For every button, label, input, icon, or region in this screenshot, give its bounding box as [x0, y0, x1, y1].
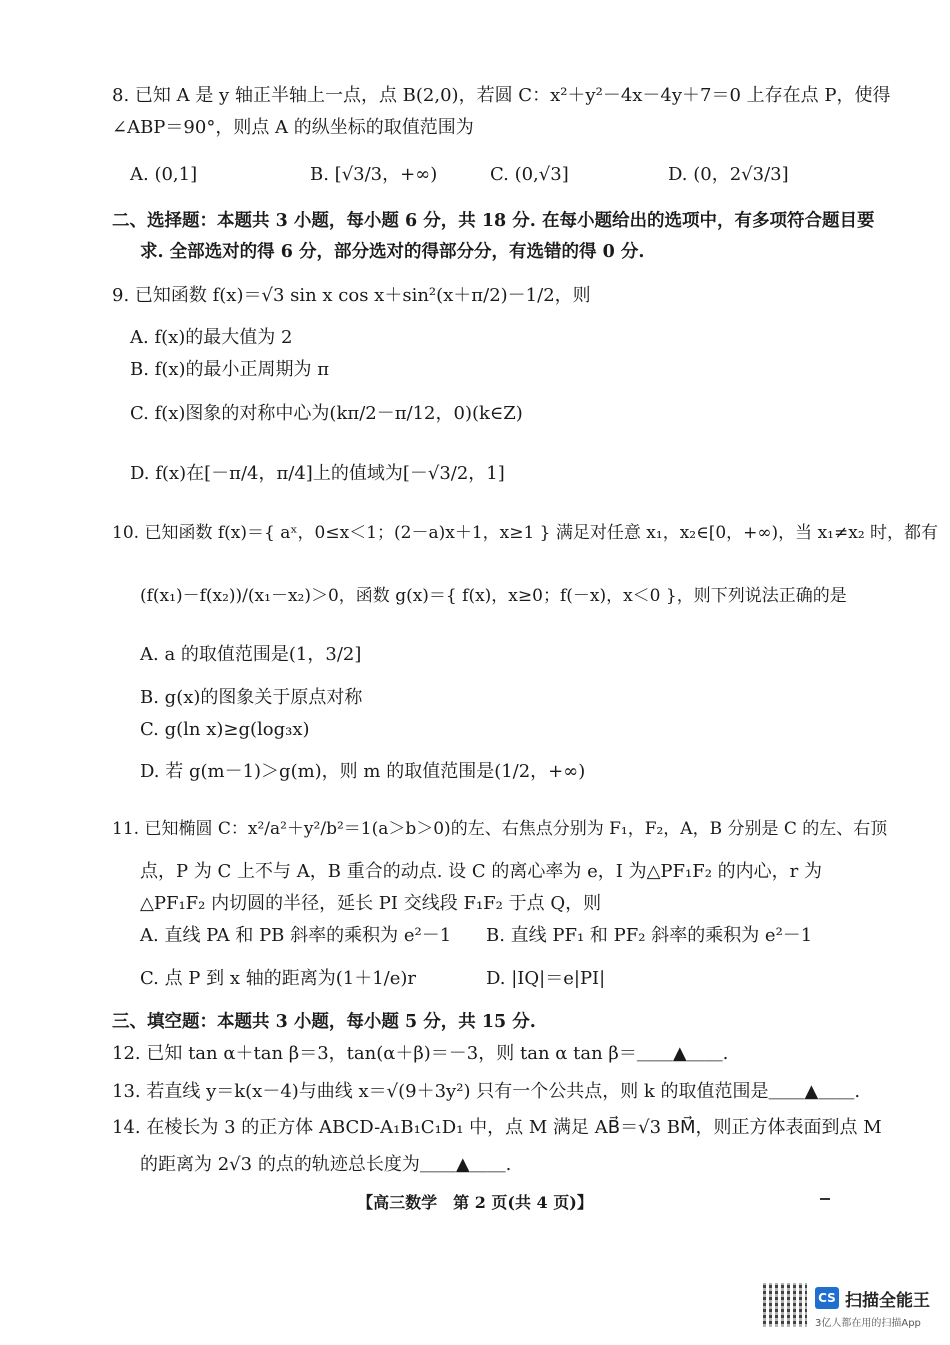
- q8-option-c: C. (0,√3]: [490, 164, 569, 185]
- footer-dash: [820, 1198, 830, 1200]
- scanner-app-name: 扫描全能王: [845, 1291, 930, 1311]
- q9-option-b: B. f(x)的最小正周期为 π: [130, 359, 330, 380]
- q8-option-b: B. [√3/3，+∞): [310, 164, 438, 185]
- q8-line2: ∠ABP＝90°，则点 A 的纵坐标的取值范围为: [112, 117, 474, 138]
- qr-code-icon: [763, 1283, 807, 1327]
- q11-line3: △PF₁F₂ 内切圆的半径，延长 PI 交线段 F₁F₂ 于点 Q，则: [140, 893, 602, 914]
- q11-option-a: A. 直线 PA 和 PB 斜率的乘积为 e²－1: [140, 925, 452, 946]
- q10-option-d: D. 若 g(m－1)＞g(m)，则 m 的取值范围是(1/2，+∞): [140, 761, 586, 782]
- q11-line2: 点，P 为 C 上不与 A，B 重合的动点. 设 C 的离心率为 e，I 为△PF₁F₂ 的内心，r 为: [140, 861, 822, 882]
- q10-option-a: A. a 的取值范围是(1，3/2]: [140, 644, 362, 665]
- page-footer: 【高三数学 第 2 页(共 4 页)】: [357, 1193, 593, 1212]
- q9-stem: 9. 已知函数 f(x)＝√3 sin x cos x＋sin²(x＋π/2)－1/2，则: [112, 285, 591, 306]
- q11-line1: 11. 已知椭圆 C：x²/a²＋y²/b²＝1(a＞b＞0)的左、右焦点分别为 F₁，F₂，A，B 分别是 C 的左、右顶: [112, 819, 888, 839]
- q8-option-d: D. (0，2√3/3]: [668, 164, 789, 185]
- q11-option-d: D. |IQ|＝e|PI|: [486, 968, 606, 989]
- q10-option-b: B. g(x)的图象关于原点对称: [140, 687, 363, 708]
- section2-line1: 二、选择题：本题共 3 小题，每小题 6 分，共 18 分. 在每小题给出的选项中，有多项符合题目要: [112, 211, 875, 231]
- q11-option-c: C. 点 P 到 x 轴的距离为(1＋1/e)r: [140, 968, 416, 989]
- scanner-tagline: 3亿人都在用的扫描App: [815, 1318, 921, 1329]
- q13: 13. 若直线 y＝k(x－4)与曲线 x＝√(9＋3y²) 只有一个公共点，则 k 的取值范围是＿＿▲＿＿.: [112, 1081, 861, 1102]
- q12: 12. 已知 tan α＋tan β＝3，tan(α＋β)＝－3，则 tan α tan β＝＿＿▲＿＿.: [112, 1043, 729, 1064]
- q9-option-d: D. f(x)在[－π/4，π/4]上的值域为[－√3/2，1]: [130, 463, 505, 484]
- section2-line2: 求. 全部选对的得 6 分，部分选对的得部分分，有选错的得 0 分.: [140, 242, 645, 262]
- q14-line2: 的距离为 2√3 的点的轨迹总长度为＿＿▲＿＿.: [140, 1154, 512, 1175]
- q14-line1: 14. 在棱长为 3 的正方体 ABCD-A₁B₁C₁D₁ 中，点 M 满足 AB⃗＝√3 BM⃗，则正方体表面到点 M: [112, 1117, 882, 1138]
- q9-option-c: C. f(x)图象的对称中心为(kπ/2－π/12，0)(k∈Z): [130, 403, 523, 424]
- section3-heading: 三、填空题：本题共 3 小题，每小题 5 分，共 15 分.: [112, 1012, 536, 1032]
- q9-option-a: A. f(x)的最大值为 2: [130, 327, 293, 348]
- q10-stem1: 10. 已知函数 f(x)＝{ aˣ，0≤x＜1；(2－a)x＋1，x≥1 } 满足对任意 x₁，x₂∈[0，+∞)，当 x₁≠x₂ 时，都有: [112, 523, 939, 543]
- q8-line1: 8. 已知 A 是 y 轴正半轴上一点，点 B(2,0)，若圆 C：x²＋y²－4x－4y＋7＝0 上存在点 P，使得: [112, 85, 891, 106]
- q8-option-a: A. (0,1]: [130, 164, 198, 185]
- camscanner-logo-icon: CS: [815, 1287, 839, 1309]
- q10-stem2: (f(x₁)－f(x₂))/(x₁－x₂)＞0，函数 g(x)＝{ f(x)，x≥0；f(－x)，x＜0 }，则下列说法正确的是: [140, 586, 847, 606]
- q11-option-b: B. 直线 PF₁ 和 PF₂ 斜率的乘积为 e²－1: [486, 925, 813, 946]
- q10-option-c: C. g(ln x)≥g(log₃x): [140, 719, 310, 740]
